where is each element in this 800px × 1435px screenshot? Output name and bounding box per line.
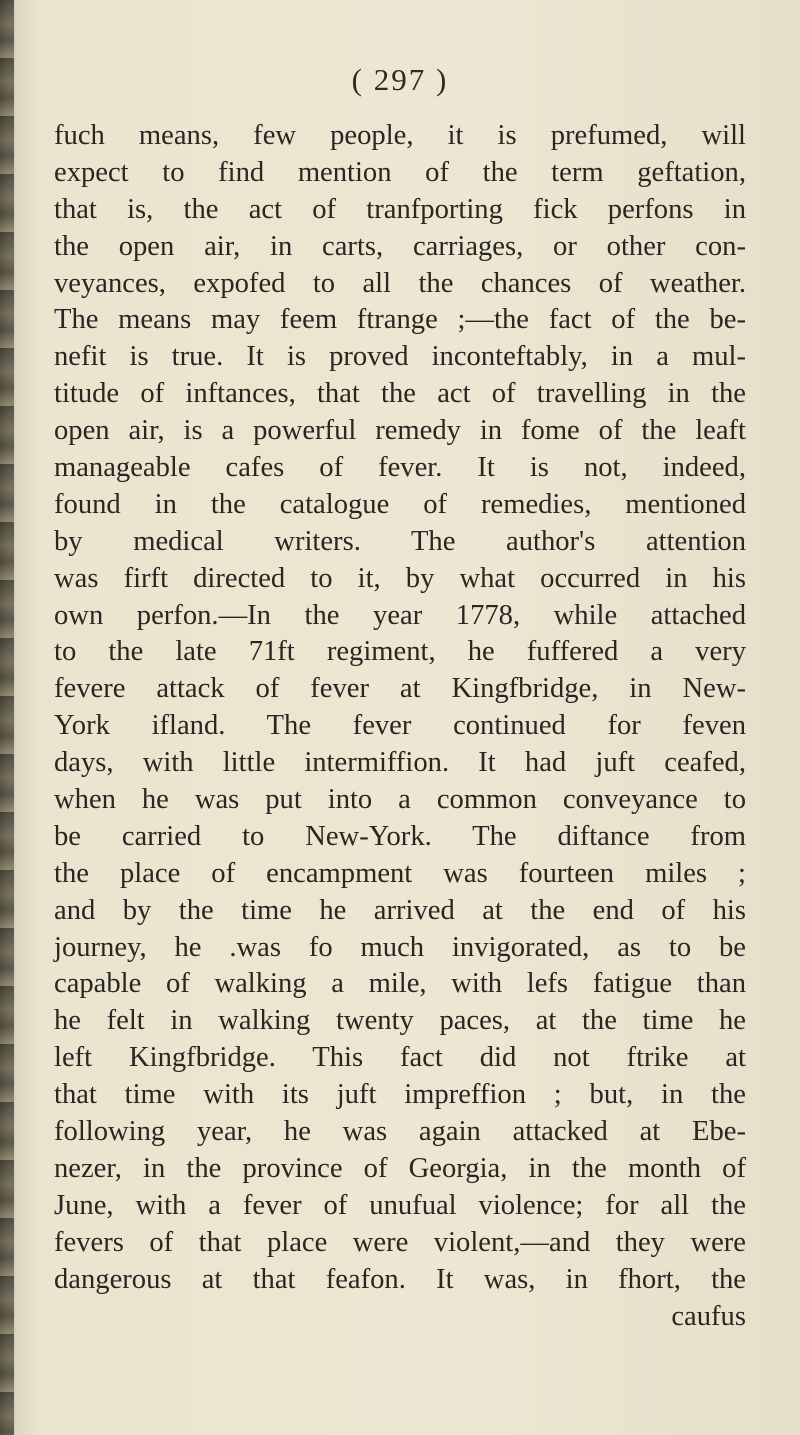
text-line: when he was put into a common conveyance to <box>54 784 746 816</box>
text-line: the open air, in carts, carriages, or other con- <box>54 230 746 262</box>
text-line: own perfon.—In the year 1778, while attached <box>54 599 746 631</box>
text-line: by medical writers. The author's attention <box>54 525 746 557</box>
text-line: following year, he was again attacked at Ebe- <box>54 1116 746 1148</box>
text-line: The means may feem ftrange ;—the fact of the be- <box>54 304 746 336</box>
text-line: dangerous at that feafon. It was, in fhort, the <box>54 1263 746 1295</box>
text-line: nefit is true. It is proved inconteftably, in a mul- <box>54 341 746 373</box>
text-line: open air, is a powerful remedy in fome of the leaft <box>54 415 746 447</box>
text-line: and by the time he arrived at the end of his <box>54 894 746 926</box>
text-line: left Kingfbridge. This fact did not ftrike at <box>54 1042 746 1074</box>
text-line: found in the catalogue of remedies, mentioned <box>54 488 746 520</box>
body-text <box>54 118 746 1335</box>
text-line: that is, the act of tranfporting fick perfons in <box>54 193 746 225</box>
page-binding-edge <box>0 0 14 1435</box>
text-line: manageable cafes of fever. It is not, indeed, <box>54 452 746 484</box>
text-line: York ifland. The fever continued for feven <box>54 710 746 742</box>
text-line: veyances, expofed to all the chances of weather. <box>54 267 746 299</box>
catchword: caufus <box>671 1300 746 1332</box>
text-line: nezer, in the province of Georgia, in the month of <box>54 1152 746 1184</box>
text-line: capable of walking a mile, with lefs fatigue than <box>54 968 746 1000</box>
text-line: fuch means, few people, it is prefumed, will <box>54 120 746 151</box>
text-line: expect to find mention of the term geftation, <box>54 156 746 188</box>
text-line: fevers of that place were violent,—and they were <box>54 1226 746 1258</box>
text-line: the place of encampment was fourteen miles ; <box>54 857 746 889</box>
text-line: be carried to New-York. The diftance from <box>54 820 746 852</box>
page-number: ( 297 ) <box>351 62 449 97</box>
text-line: titude of inftances, that the act of travelling in the <box>54 378 746 410</box>
text-line: to the late 71ft regiment, he fuffered a very <box>54 636 746 668</box>
text-line: that time with its juft impreffion ; but, in the <box>54 1079 746 1111</box>
text-line: was firft directed to it, by what occurred in his <box>54 562 746 594</box>
text-line: June, with a fever of unufual violence; for all the <box>54 1189 746 1221</box>
text-line: he felt in walking twenty paces, at the time he <box>54 1005 746 1037</box>
text-line: journey, he .was fo much invigorated, as to be <box>54 931 746 963</box>
text-line: fevere attack of fever at Kingfbridge, in New- <box>54 673 746 705</box>
text-line: days, with little intermiffion. It had juft ceafed, <box>54 747 746 779</box>
